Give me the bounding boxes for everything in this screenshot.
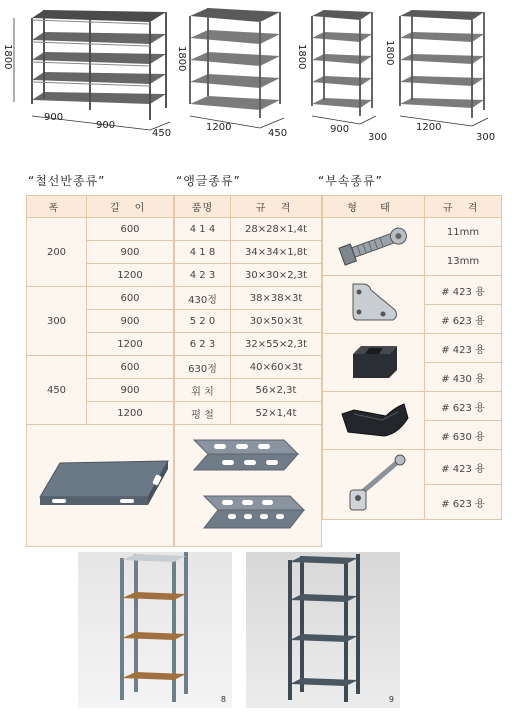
bolt-nut-icon: [334, 220, 414, 270]
parts-spec-cell: # 630 용: [425, 421, 502, 450]
shelf-2-height-label: 1800: [176, 46, 187, 72]
corner-plate-icon: [339, 278, 409, 328]
shelf-photo-8: [78, 552, 232, 708]
shelf-diagram-900-300: [298, 6, 384, 136]
parts-spec-cell: # 423 용: [425, 276, 502, 305]
angle-name-cell: 평 철: [175, 402, 231, 425]
plate-width-cell: 200: [27, 218, 87, 287]
shelf-4-width-label: 1200: [416, 122, 442, 133]
parts-spec-cell: 11mm: [425, 218, 502, 247]
angle-name-cell: 4 2 3: [175, 264, 231, 287]
shelf-diagram-1200-450: [176, 4, 296, 144]
angle-name-cell: 4 1 4: [175, 218, 231, 241]
parts-table: [322, 195, 502, 520]
angle-name-cell: 430정: [175, 287, 231, 310]
angle-spec-cell: 38×38×3t: [231, 287, 322, 310]
photo-number: 9: [388, 695, 394, 704]
angle-spec-cell: 30×30×2,3t: [231, 264, 322, 287]
shelf-2-width-label: 1200: [206, 122, 232, 133]
plate-width-cell: 300: [27, 287, 87, 356]
plate-section-title: “철선반종류”: [28, 174, 106, 188]
parts-image-cell: [323, 392, 425, 450]
angle-spec-cell: 40×60×3t: [231, 356, 322, 379]
parts-spec-cell: # 623 용: [425, 305, 502, 334]
angle-header-name: 품명: [175, 196, 231, 218]
parts-spec-cell: # 623 용: [425, 392, 502, 421]
angle-spec-cell: 28×28×1,4t: [231, 218, 322, 241]
angle-section-title: “앵글종류”: [176, 174, 241, 188]
parts-spec-cell: # 423 용: [425, 450, 502, 485]
plate-length-cell: 600: [87, 218, 174, 241]
shelf-1-width2-label: 900: [96, 120, 116, 131]
photo-number: 8: [220, 695, 226, 704]
angle-spec-cell: 32×55×2,3t: [231, 333, 322, 356]
angle-name-cell: 6 2 3: [175, 333, 231, 356]
angle-table: [174, 195, 322, 547]
wide-foot-cap-icon: [334, 394, 414, 444]
plate-width-cell: 450: [27, 356, 87, 425]
angle-spec-cell: 30×50×3t: [231, 310, 322, 333]
shelf-2-depth-label: 450: [268, 128, 288, 139]
plate-length-cell: 900: [87, 310, 174, 333]
parts-section-title: “부속종류”: [318, 174, 383, 188]
parts-header-spec: 규 격: [425, 196, 502, 218]
shelf-diagram-double-900: [10, 4, 180, 144]
shelf-3-height-label: 1800: [296, 44, 307, 70]
angle-spec-cell: 52×1,4t: [231, 402, 322, 425]
shelf-1-width1-label: 900: [44, 112, 64, 123]
shelf-4-height-label: 1800: [384, 40, 395, 66]
parts-image-cell: [323, 276, 425, 334]
angle-image-cell: [175, 425, 322, 547]
angle-spec-cell: 34×34×1,8t: [231, 241, 322, 264]
caster-icon: [334, 450, 414, 516]
angle-spec-cell: 56×2,3t: [231, 379, 322, 402]
angle-name-cell: 630정: [175, 356, 231, 379]
shelf-1-depth-label: 450: [152, 128, 172, 139]
parts-header-shape: 형 태: [323, 196, 425, 218]
angle-name-cell: 4 1 8: [175, 241, 231, 264]
plate-length-cell: 600: [87, 287, 174, 310]
parts-image-cell: [323, 334, 425, 392]
parts-spec-cell: # 623 용: [425, 485, 502, 520]
parts-image-cell: [323, 450, 425, 520]
plate-header-width: 폭: [27, 196, 87, 218]
shelf-photo-9: [246, 552, 400, 708]
shelf-diagram-1200-300: [384, 6, 502, 136]
shelf-1-height-label: 1800: [2, 44, 13, 70]
angle-name-cell: 휘 치: [175, 379, 231, 402]
shelf-plate-icon: [30, 449, 170, 519]
parts-spec-cell: # 430 용: [425, 363, 502, 392]
parts-image-cell: [323, 218, 425, 276]
plate-length-cell: 600: [87, 356, 174, 379]
plate-table: [26, 195, 174, 547]
shelf-3-width-label: 900: [330, 124, 350, 135]
plate-length-cell: 900: [87, 241, 174, 264]
angle-header-spec: 규 격: [231, 196, 322, 218]
plate-header-length: 길 이: [87, 196, 174, 218]
foot-cap-icon: [339, 336, 409, 386]
shelf-4-depth-label: 300: [476, 132, 496, 143]
shelf-3-depth-label: 300: [368, 132, 388, 143]
plate-length-cell: 900: [87, 379, 174, 402]
parts-spec-cell: # 423 용: [425, 334, 502, 363]
plate-image-cell: [27, 425, 174, 547]
plate-length-cell: 1200: [87, 264, 174, 287]
slotted-angle-icon: [178, 426, 318, 542]
plate-length-cell: 1200: [87, 402, 174, 425]
plate-length-cell: 1200: [87, 333, 174, 356]
angle-name-cell: 5 2 0: [175, 310, 231, 333]
parts-spec-cell: 13mm: [425, 247, 502, 276]
